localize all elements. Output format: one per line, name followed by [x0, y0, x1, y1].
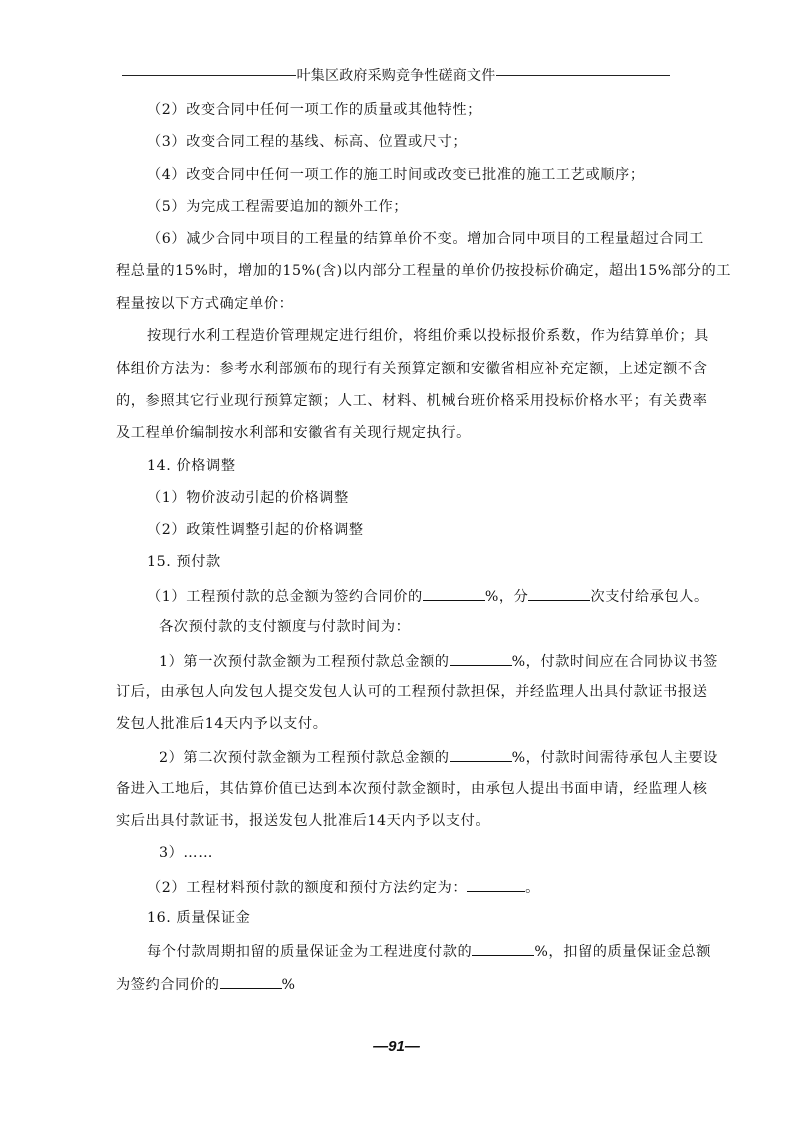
text-segment: 次支付给承包人。 — [590, 589, 709, 605]
section-heading: 15. 预付款 — [147, 554, 221, 570]
paragraph-line: 发包人批准后14天内予以支付。 — [116, 716, 328, 732]
fill-blank[interactable] — [528, 586, 590, 601]
header-rule-right — [496, 75, 670, 76]
text-segment: % — [281, 977, 296, 993]
text-segment: 2）第二次预付款金额为工程预付款总金额的 — [159, 750, 450, 766]
fill-blank[interactable] — [467, 877, 525, 892]
paragraph-line — [147, 941, 711, 961]
header-rule-left — [122, 75, 296, 76]
paragraph-line: 程总量的15%时，增加的15%(含)以内部分工程量的单价仍按投标价确定，超出15%部分的工 — [116, 263, 732, 279]
paragraph-line: 备进入工地后，其估算价值已达到本次预付款金额时，由承包人提出书面申请，经监理人核 — [116, 781, 708, 797]
paragraph-line — [116, 974, 296, 994]
text-segment: %，扣留的质量保证金总额 — [534, 944, 712, 960]
paragraph-line: 的，参照其它行业现行预算定额；人工、材料、机械台班价格采用投标价格水平；有关费率 — [116, 393, 708, 409]
paragraph-line: 及工程单价编制按水利部和安徽省有关现行规定执行。 — [116, 425, 471, 441]
text-segment: （1）工程预付款的总金额为签约合同价的 — [147, 589, 423, 605]
paragraph-line: （5）为完成工程需要追加的额外工作； — [147, 199, 409, 215]
text-segment: %，付款时间需待承包人主要设 — [511, 750, 718, 766]
paragraph-line: 程量按以下方式确定单价： — [116, 296, 294, 312]
paragraph-line: 按现行水利工程造价管理规定进行组价，将组价乘以投标报价系数，作为结算单价；具 — [147, 328, 709, 344]
paragraph-line: 体组价方法为：参考水利部颁布的现行有关预算定额和安徽省相应补充定额，上述定额不含 — [116, 361, 708, 377]
paragraph-line: （2）政策性调整引起的价格调整 — [147, 522, 364, 538]
header-title: 叶集区政府采购竞争性磋商文件 — [296, 68, 496, 84]
section-heading: 16. 质量保证金 — [147, 910, 251, 926]
paragraph-line: （3）改变合同工程的基线、标高、位置或尺寸； — [147, 134, 468, 150]
fill-blank[interactable] — [423, 586, 485, 601]
paragraph-line: 各次预付款的支付额度与付款时间为： — [159, 619, 411, 635]
text-segment: 。 — [525, 880, 540, 896]
paragraph-line: （4）改变合同中任何一项工作的施工时间或改变已批准的施工工艺或顺序； — [147, 167, 645, 183]
fill-blank[interactable] — [472, 941, 534, 956]
paragraph-line: 实后出具付款证书，报送发包人批准后14天内予以支付。 — [116, 813, 491, 829]
paragraph-line: 3）…… — [159, 845, 213, 861]
text-segment: 为签约合同价的 — [116, 977, 220, 993]
paragraph-line — [147, 586, 709, 606]
page-header — [122, 66, 670, 84]
fill-blank[interactable] — [450, 651, 512, 666]
paragraph-line: （6）减少合同中项目的工程量的结算单价不变。增加合同中项目的工程量超过合同工 — [147, 231, 704, 247]
paragraph-line: （2）改变合同中任何一项工作的质量或其他特性； — [147, 102, 482, 118]
text-segment: 每个付款周期扣留的质量保证金为工程进度付款的 — [147, 944, 473, 960]
fill-blank[interactable] — [450, 747, 512, 762]
paragraph-line — [159, 747, 718, 767]
fill-blank[interactable] — [220, 974, 282, 989]
page-number: —91— — [373, 1038, 420, 1055]
section-heading: 14. 价格调整 — [147, 458, 236, 474]
text-segment: 1）第一次预付款金额为工程预付款总金额的 — [159, 654, 450, 670]
text-segment: %，付款时间应在合同协议书签 — [511, 654, 718, 670]
text-segment: （2）工程材料预付款的额度和预付方法约定为： — [147, 880, 468, 896]
paragraph-line: （1）物价波动引起的价格调整 — [147, 490, 349, 506]
text-segment: %，分 — [484, 589, 529, 605]
paragraph-line — [159, 651, 718, 671]
paragraph-line: 订后，由承包人向发包人提交发包人认可的工程预付款担保，并经监理人出具付款证书报送 — [116, 684, 708, 700]
paragraph-line — [147, 877, 540, 897]
